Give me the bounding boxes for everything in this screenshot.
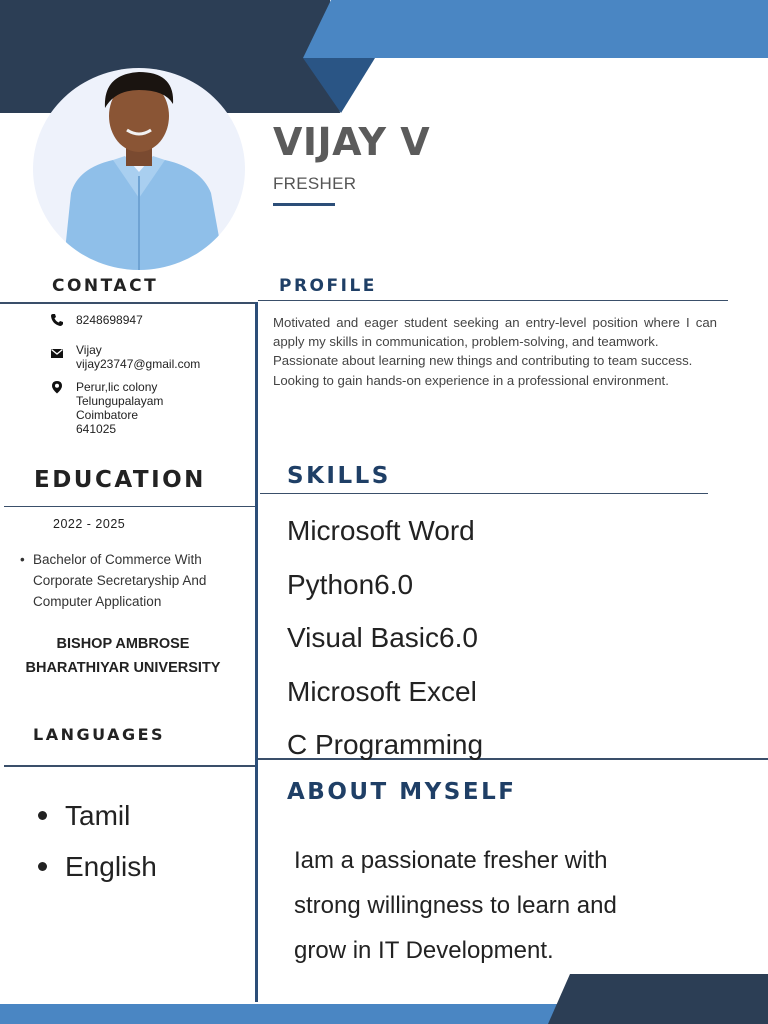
location-pin-icon: [50, 380, 64, 394]
skills-list: [287, 504, 483, 772]
contact-heading: CONTACT: [52, 276, 159, 296]
language-item: [38, 790, 157, 841]
profile-summary: [273, 313, 717, 390]
contact-email: [50, 343, 200, 371]
contact-phone: [50, 313, 143, 327]
education-degree: [20, 549, 250, 612]
profile-photo: [33, 68, 245, 270]
about-line-3: grow in IT Development.: [294, 937, 554, 964]
skill-item: C Programming: [287, 729, 484, 760]
mail-icon: [50, 346, 64, 360]
candidate-name: VIJAY V: [273, 120, 431, 164]
school-line-1: BISHOP AMBROSE: [56, 636, 190, 652]
skills-divider: [260, 493, 708, 494]
address-line-4: 641025: [76, 422, 117, 436]
skill-item: Microsoft Word: [287, 515, 475, 546]
about-heading: ABOUT MYSELF: [287, 779, 517, 805]
language-label: English: [65, 851, 157, 882]
address-line-3: Coimbatore: [76, 408, 139, 422]
phone-number: 8248698947: [76, 313, 143, 327]
profile-divider: [258, 300, 728, 301]
email-address: vijay23747@gmail.com: [76, 357, 201, 371]
education-divider: [4, 506, 256, 507]
role-underline: [273, 203, 335, 206]
languages-heading: LANGUAGES: [33, 725, 166, 744]
skill-item: Visual Basic6.0: [287, 622, 478, 653]
language-item: [38, 841, 157, 892]
languages-divider: [4, 765, 256, 767]
languages-list: [38, 790, 157, 892]
person-photo-icon: [33, 68, 245, 270]
bullet-icon: •: [20, 552, 25, 567]
candidate-role: FRESHER: [273, 174, 357, 193]
contact-divider: [0, 302, 256, 304]
school-line-2: BHARATHIYAR UNIVERSITY: [25, 660, 221, 676]
phone-icon: [50, 313, 64, 327]
education-school: [0, 632, 246, 680]
contact-address: [50, 380, 163, 436]
skills-heading: SKILLS: [287, 463, 391, 489]
education-years: 2022 - 2025: [53, 517, 126, 531]
address-line-2: Telungupalayam: [76, 394, 164, 408]
footer-dark-shape: [548, 974, 768, 1024]
profile-heading: PROFILE: [279, 276, 377, 296]
profile-paragraph-2: Passionate about learning new things and contributing to team success.: [273, 353, 693, 369]
skill-item: Python6.0: [287, 568, 414, 600]
about-text: [294, 838, 714, 973]
bullet-icon: [38, 862, 47, 871]
email-name: Vijay: [76, 343, 102, 357]
column-divider: [255, 302, 258, 1002]
language-label: Tamil: [65, 800, 131, 831]
profile-paragraph-1: Motivated and eager student seeking an entry-level position where I can apply my skills in communication, problem-solving, and teamwork.: [273, 315, 717, 350]
skill-item: Microsoft Excel: [287, 675, 477, 707]
about-line-2: strong willingness to learn and: [294, 892, 617, 919]
about-line-1: Iam a passionate fresher with: [294, 847, 608, 874]
header-blue-shape: [303, 0, 768, 58]
bullet-icon: [38, 811, 47, 820]
education-heading: EDUCATION: [34, 467, 206, 493]
address-line-1: Perur,lic colony: [76, 380, 158, 394]
profile-paragraph-3: Looking to gain hands-on experience in a professional environment.: [273, 372, 669, 388]
degree-text: Bachelor of Commerce With Corporate Secretaryship And Computer Application: [33, 552, 207, 609]
